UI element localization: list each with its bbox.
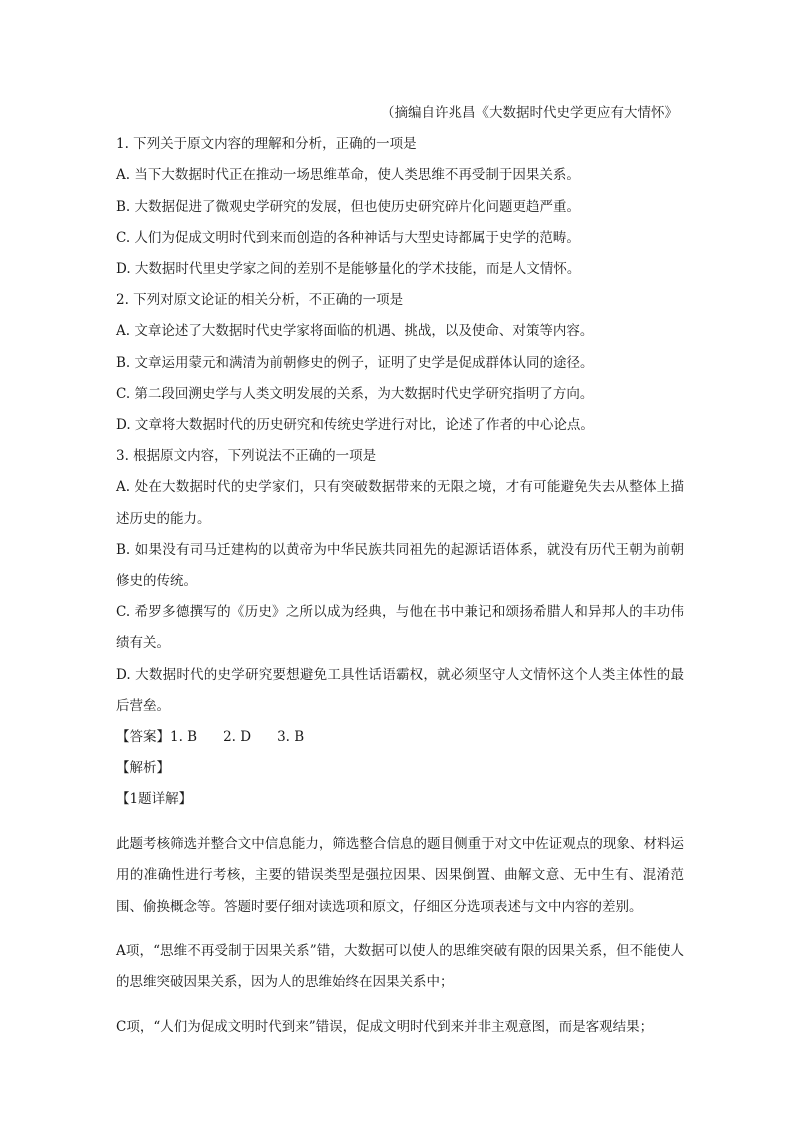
answer-line (116, 722, 684, 753)
option-c: C. 希罗多德撰写的《历史》之所以成为经典，与他在书中兼记和颂扬希腊人和异邦人的丰功伟绩有关。 (116, 604, 684, 652)
detail-paragraph: A项，“思维不再受制于因果关系”错，大数据可以使人的思维突破有限的因果关系，但不能使人的思维突破因果关系，因为人的思维始终在因果关系中； (116, 943, 684, 991)
option-b: B. 文章运用蒙元和满清为前朝修史的例子，证明了史学是促成群体认同的途径。 (116, 354, 594, 371)
question-stem: 1. 下列关于原文内容的理解和分析，正确的一项是 (116, 136, 417, 153)
option-a: A. 当下大数据时代正在推动一场思维革命，使人类思维不再受制于因果关系。 (116, 167, 580, 184)
option-c: C. 人们为促成文明时代到来而创造的各种神话与大型史诗都属于史学的范畴。 (116, 229, 580, 246)
answer-label: 【答案】 (116, 729, 170, 746)
detail-label: 【1题详解】 (116, 791, 193, 808)
option-b: B. 大数据促进了微观史学研究的发展，但也使历史研究碎片化问题更趋严重。 (116, 198, 581, 215)
option-d: D. 大数据时代的史学研究要想避免工具性话语霸权，就必须坚守人文情怀这个人类主体性的最后营垒。 (116, 666, 684, 714)
question-1 (116, 129, 684, 285)
option-b: B. 如果没有司马迁建构的以黄帝为中华民族共同祖先的起源话语体系，就没有历代王朝为前朝修史的传统。 (116, 541, 684, 590)
option-d: D. 文章将大数据时代的历史研究和传统史学进行对比，论述了作者的中心论点。 (116, 417, 594, 434)
option-a: A. 文章论述了大数据时代史学家将面临的机遇、挑战，以及使命、对策等内容。 (116, 323, 594, 340)
detail-paragraph: 此题考核筛选并整合文中信息能力，筛选整合信息的题目侧重于对文中佐证观点的现象、材料运用的准确性进行考核，主要的错误类型是强拉因果、因果倒置、曲解文意、无中生有、混淆范围、偷换概念等。答题时要仔细对读选项和原文，仔细区分选项表述与文中内容的差别。 (116, 836, 684, 915)
question-stem: 3. 根据原文内容，下列说法不正确的一项是 (116, 448, 377, 465)
analysis-label: 【解析】 (116, 760, 170, 777)
answer-item: 2. D (223, 729, 252, 746)
question-2 (116, 285, 684, 441)
answer-list (170, 729, 330, 745)
option-a: A. 处在大数据时代的史学家们，只有突破数据带来的无限之境，才有可能避免失去从整体上描述历史的能力。 (116, 479, 684, 527)
answer-item: 1. B (170, 729, 198, 746)
document-page (116, 98, 684, 1057)
option-c: C. 第二段回溯史学与人类文明发展的关系，为大数据时代史学研究指明了方向。 (116, 385, 594, 402)
answer-item: 3. B (277, 729, 305, 746)
source-citation: （摘编自许兆昌《大数据时代史学更应有大情怀》 (381, 105, 678, 121)
question-3 (116, 441, 684, 722)
question-stem: 2. 下列对原文论证的相关分析，不正确的一项是 (116, 292, 404, 309)
detail-paragraph: C项，“人们为促成文明时代到来”错误，促成文明时代到来并非主观意图，而是客观结果； (116, 1019, 654, 1036)
option-d: D. 大数据时代里史学家之间的差别不是能够量化的学术技能，而是人文情怀。 (116, 261, 581, 277)
